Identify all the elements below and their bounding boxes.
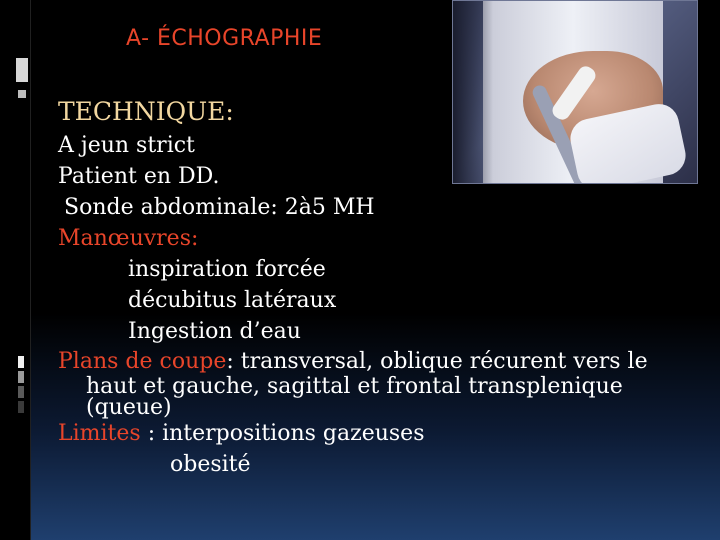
manoeuvres-label: Manœuvres: bbox=[58, 226, 199, 251]
slide-title: A- ÉCHOGRAPHIE bbox=[126, 26, 323, 51]
plans-continuation-2: (queue) bbox=[86, 395, 172, 420]
decor-block bbox=[16, 58, 28, 82]
decor-square bbox=[18, 90, 26, 98]
limites-text: : interpositions gazeuses bbox=[140, 421, 425, 446]
manoeuvre-item: décubitus latéraux bbox=[128, 288, 337, 313]
decor-tick bbox=[18, 386, 24, 398]
line-jeun: A jeun strict bbox=[58, 133, 195, 158]
slide-content bbox=[58, 94, 708, 480]
decor-tick bbox=[18, 356, 24, 368]
plans-text: : transversal, oblique récurent vers le bbox=[226, 349, 648, 374]
plans-label: Plans de coupe bbox=[58, 349, 227, 374]
decor-tick bbox=[18, 401, 24, 413]
decor-tick bbox=[18, 371, 24, 383]
limites-item: obesité bbox=[170, 452, 251, 477]
limites-line bbox=[58, 418, 708, 449]
line-sonde: Sonde abdominale: 2à5 MH bbox=[64, 195, 375, 220]
technique-heading: TECHNIQUE: bbox=[58, 97, 234, 126]
plans-continuation: haut et gauche, sagittal et frontal transplenique bbox=[86, 374, 623, 399]
line-patient: Patient en DD. bbox=[58, 164, 220, 189]
manoeuvre-item: inspiration forcée bbox=[128, 257, 326, 282]
decor-ticks bbox=[18, 356, 24, 416]
limites-label: Limites bbox=[58, 421, 141, 446]
manoeuvre-item: Ingestion d’eau bbox=[128, 319, 301, 344]
divider-line bbox=[30, 0, 31, 540]
plans-line bbox=[58, 347, 708, 376]
